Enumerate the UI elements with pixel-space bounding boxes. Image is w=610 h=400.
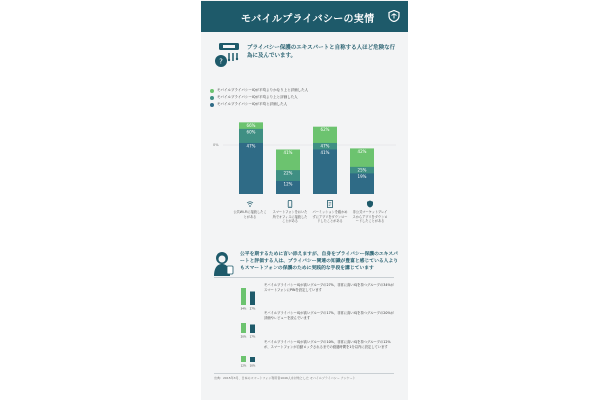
bar-value-label: 62%: [320, 127, 330, 133]
finding-text: モバイルプライバシーIQが高いグループの17%、非常に高いIQを持つグループの20%が評価やレビューを読んでいます: [264, 311, 394, 320]
svg-text:?: ?: [219, 57, 223, 66]
legend-swatch: [210, 103, 214, 107]
bar-high: [250, 292, 255, 306]
category-phone: [272, 200, 308, 224]
bar-value-label: 66%: [246, 122, 256, 128]
bar-chart: [201, 112, 408, 198]
category-marketplace: [352, 200, 388, 224]
wifi-icon: [246, 200, 254, 208]
bar-value-label: 25%: [357, 167, 367, 173]
bar-value-label: 20%: [240, 335, 247, 339]
section-text: 公平を期するために言い添えますが、自身をプライバシー保護のエキスパートと評価する人は、プライバシー関連の知識が豊富と感じている人よりもスマートフォンの保護のために実践的な手段を講じています: [240, 252, 399, 271]
category-caption: 非公式マーケットプレイスからアプリをダウンロードしたことがある: [352, 210, 388, 223]
header-bar: [201, 1, 408, 32]
legend-swatch: [210, 96, 214, 100]
legend-item: [210, 101, 308, 108]
finding-item: [236, 283, 401, 313]
bar-value-label: 22%: [283, 170, 293, 176]
category-wifi: [232, 200, 268, 219]
shield-icon: [388, 10, 400, 22]
bar-high: [250, 357, 255, 362]
bar-average: [239, 143, 263, 194]
bar-value-label: 17%: [249, 335, 256, 339]
finding-item: [236, 311, 401, 341]
chart-legend: [210, 87, 308, 108]
bar-value-label: 19%: [357, 173, 367, 179]
divider: [214, 277, 394, 278]
bar-value-label: 12%: [283, 181, 293, 187]
axis-label: 0%: [213, 143, 219, 147]
shield-app-icon: [366, 200, 374, 208]
finding-text: モバイルプライバシーIQが高いグループの10%、非常に高いIQを持つグループの12%が、スマートフォンが自動ロックされるまでの経過時間を1分以内に設定しています: [264, 340, 391, 349]
category-caption: パーミッションを確かめずにアプリをダウンロードしたことがある: [312, 210, 348, 223]
bar-very-high: [241, 288, 246, 305]
legend-label: モバイルプライバシーIQが平均と評価した人: [217, 102, 288, 106]
bar-value-label: 12%: [240, 364, 247, 368]
bar-value-label: 47%: [320, 143, 330, 149]
bar-value-label: 60%: [246, 129, 256, 135]
finding-text: モバイルプライバシーIQが高いグループの27%、非常に高いIQを持つグループの34%がスマートフォンにPINを設定しています: [264, 283, 394, 292]
bar-value-label: 41%: [283, 149, 293, 155]
bar-very-high: [241, 323, 246, 333]
page-title: モバイルプライバシーの実情: [241, 14, 375, 25]
bar-value-label: 42%: [357, 148, 367, 154]
legend-label: モバイルプライバシーIQが平均よりかなり上と評価した人: [217, 88, 309, 92]
permission-icon: [326, 200, 334, 208]
category-caption: スマートフォンをおいた所でオフィスに接続したことがある: [272, 210, 308, 223]
legend-item: [210, 87, 308, 94]
person-icon: [212, 250, 236, 276]
finding-bars: [236, 311, 262, 339]
finding-item: [236, 340, 401, 370]
bar-value-label: 41%: [320, 149, 330, 155]
bar-value-label: 47%: [246, 143, 256, 149]
bar-value-label: 10%: [249, 364, 256, 368]
bar-average: [313, 149, 337, 194]
legend-item: [210, 94, 308, 101]
bar-very-high: [241, 356, 246, 362]
footer-divider: [214, 373, 394, 374]
phone-icon: [286, 200, 294, 208]
category-permission: [312, 200, 348, 224]
bar-high: [250, 325, 255, 334]
intro-text: プライバシー保護のエキスパートと自称する人ほど危険な行為に及んでいます。: [247, 45, 396, 59]
bar-value-label: 34%: [240, 307, 247, 311]
legend-label: モバイルプライバシーIQが平均より上と評価した人: [217, 95, 298, 99]
finding-bars: [236, 340, 262, 368]
finding-bars: [236, 283, 262, 311]
category-caption: 公共Wi-Fiに接続したことがある: [233, 210, 267, 219]
footer-source: 出典：2015年3月、日本のスマートフォン利用者1046人を対象とした モバイルプライバシー アンケート: [214, 376, 356, 380]
legend-swatch: [210, 89, 214, 93]
bar-value-label: 27%: [249, 307, 256, 311]
hacker-phone-icon: [213, 41, 241, 69]
